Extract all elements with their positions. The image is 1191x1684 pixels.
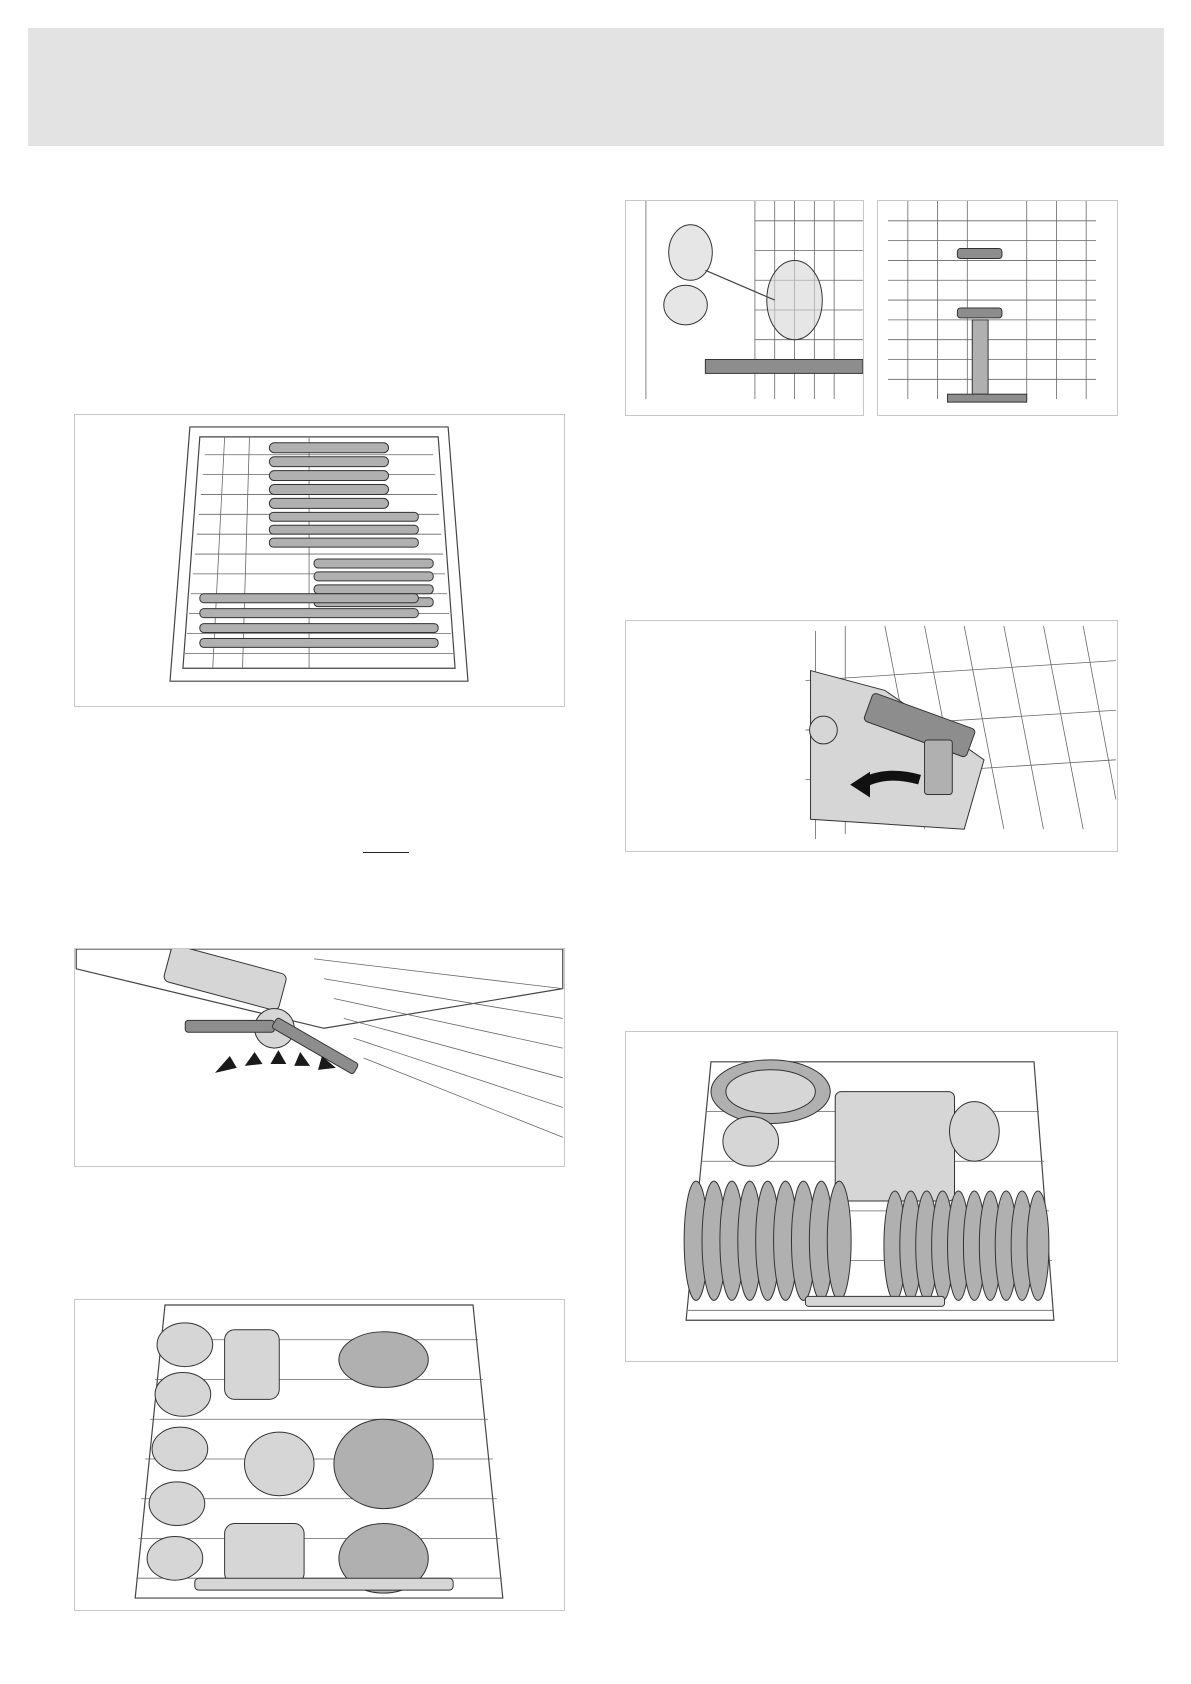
cutlery-tray-icon xyxy=(75,415,564,706)
lever-arrow-icon xyxy=(626,621,1117,851)
header-band xyxy=(28,28,1164,146)
rack-clip-icon xyxy=(878,201,1117,415)
lower-basket-illustration xyxy=(625,1031,1118,1362)
glass-holder-left-illustration xyxy=(625,200,864,416)
rotate-arrow-icon xyxy=(75,949,564,1166)
height-adjust-illustration xyxy=(625,620,1118,852)
folding-tines-illustration xyxy=(74,948,565,1167)
basket-icon xyxy=(75,1300,564,1610)
cutlery-drawer-illustration xyxy=(74,414,565,707)
upper-basket-illustration xyxy=(74,1299,565,1611)
basket-icon xyxy=(626,1032,1117,1361)
wine-glass-icon xyxy=(626,201,863,415)
glass-holder-right-illustration xyxy=(877,200,1118,416)
underline-mark xyxy=(363,852,409,853)
